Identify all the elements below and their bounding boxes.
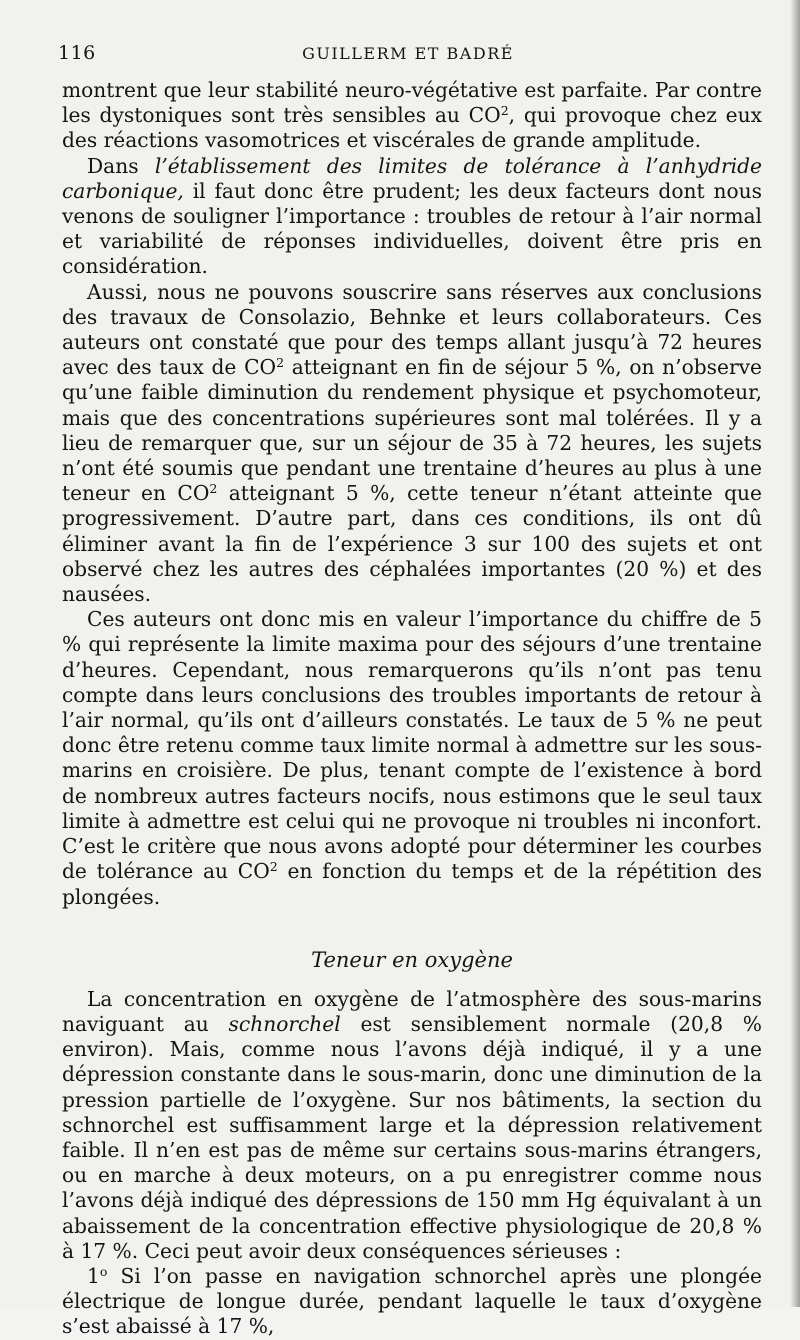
superscript: 2 [276, 355, 285, 371]
text-run: est sensiblement normale (20,8 % environ). Mais, comme nous l’avons déjà indiqué, il y a une dépression constante dans le sous-marin, donc une diminution de la pression partielle de l’oxygène. Sur nos bâtiments, la section du schnorchel est suffisamment large et la dépression relativement faible. Il n’en est pas de même sur certains sous-marins étrangers, ou en marche à deux moteurs, on a pu enregistrer comme nous l’avons déjà indiqué des dépressions de 150 mm Hg équivalant à un abaissement de la concentration effective physiologique de 20,8 % à 17 %. Ceci peut avoir deux conséquences sérieuses : [62, 1011, 762, 1263]
superscript: 2 [269, 859, 278, 875]
emphasis: schnorchel [228, 1011, 341, 1036]
superscript: o [99, 1264, 108, 1280]
text-run: Dans [87, 153, 155, 178]
paragraph [62, 280, 762, 608]
emphasis: l’établissement des limites de tolérance à l’anhydride carbonique, [62, 153, 763, 203]
text-run: La concentration en oxygène de l’atmosphère des sous-marins naviguant au [62, 986, 762, 1036]
text-run: en fonction du temps et de la répétition des plongées. [62, 859, 763, 909]
page-number: 116 [58, 42, 96, 64]
page-header [58, 40, 758, 70]
text-run: , qui provoque chez eux des réactions vasomotrices et viscérales de grande amplitude. [62, 103, 762, 153]
text-run: il faut donc être prudent; les deux facteurs dont nous venons de souligner l’importance : troubles de retour à l’air normal et variabilité de réponses individuelles, doivent être pris en considération. [62, 178, 762, 279]
superscript: 2 [209, 481, 218, 497]
paragraph [62, 1264, 762, 1340]
paragraph [62, 154, 762, 280]
paragraph [62, 987, 762, 1264]
text-run: atteignant en fin de séjour 5 %, on n’observe qu’une faible diminution du rendement physique et psychomoteur, mais que des concentrations supérieures sont mal tolérées. Il y a lieu de remarquer que, sur un séjour de 35 à 72 heures, les sujets n’ont été soumis que pendant une trentaine d’heures au plus à une teneur en CO [62, 355, 762, 506]
page-edge-shadow [790, 0, 800, 1307]
paragraph [62, 607, 762, 909]
section-heading: Teneur en oxygène [311, 947, 513, 972]
running-head: GUILLERM ET BADRÉ [302, 44, 514, 63]
text-run: atteignant 5 %, cette teneur n’étant atteinte que progressivement. D’autre part, dans ces conditions, ils ont dû éliminer avant la fin de l’expérience 3 sur 100 des sujets et ont observé chez les autres des céphalées importantes (20 %) et des nausées. [62, 481, 762, 607]
text-run: Aussi, nous ne pouvons souscrire sans réserves aux conclusions des travaux de Consolazio, Behnke et leurs collaborateurs. Ces auteurs ont constaté que pour des temps allant jusqu’à 72 heures avec des taux de CO [62, 279, 762, 380]
text-run: Si l’on passe en navigation schnorchel après une plongée électrique de longue durée, pendant laquelle le taux d’oxygène s’est abaissé à 17 %, [62, 1263, 762, 1339]
superscript: 2 [500, 103, 509, 119]
text-run: montrent que leur stabilité neuro-végétative est parfaite. Par contre les dystoniques sont très sensibles au CO [62, 78, 762, 128]
paragraph [62, 78, 762, 154]
body-text [62, 78, 762, 1340]
text-run: Ces auteurs ont donc mis en valeur l’importance du chiffre de 5 % qui représente la limite maxima pour des séjours d’une trentaine d’heures. Cependant, nous remarquerons qu’ils n’ont pas tenu compte dans leurs conclusions des troubles importants de retour à l’air normal, qu’ils ont d’ailleurs constatés. Le taux de 5 % ne peut donc être retenu comme taux limite normal à admettre sur les sous-marins en croisière. De plus, tenant compte de l’existence à bord de nombreux autres facteurs nocifs, nous estimons que le seul taux limite à admettre est celui qui ne provoque ni troubles ni inconfort. C’est le critère que nous avons adopté pour déterminer les courbes de tolérance au CO [62, 607, 762, 884]
text-run: 1 [87, 1263, 100, 1288]
